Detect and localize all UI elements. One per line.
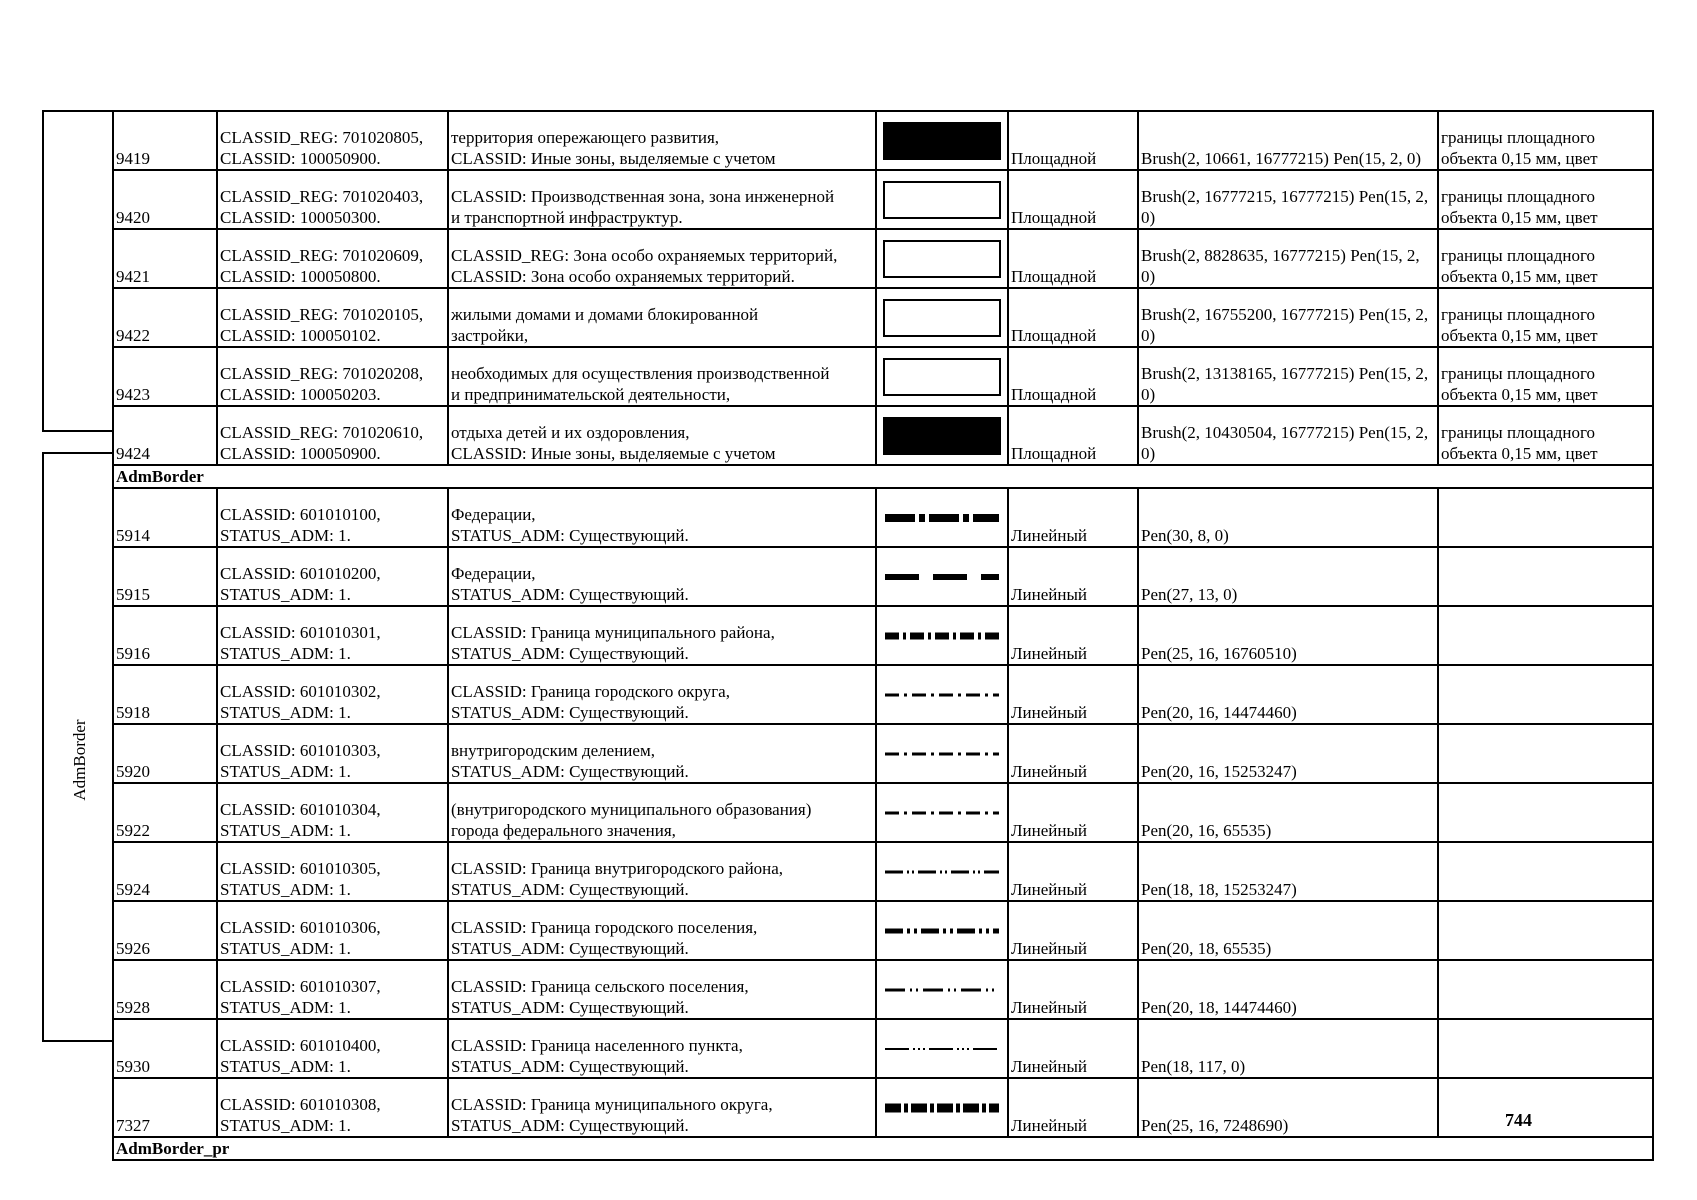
classid-line: CLASSID: 601010306,	[220, 918, 381, 937]
classid-cell	[217, 288, 448, 347]
table-row	[113, 1019, 1653, 1078]
classid-cell	[217, 170, 448, 229]
code-cell: 7327	[113, 1078, 217, 1137]
description-cell	[448, 606, 876, 665]
classid-line: CLASSID_REG: 701020105,	[220, 305, 424, 324]
classid-cell	[217, 783, 448, 842]
code-cell: 5915	[113, 547, 217, 606]
line-style-swatch	[883, 857, 1001, 887]
symbol-cell	[876, 783, 1008, 842]
description-line: CLASSID_REG: Зона особо охраняемых территорий,	[451, 246, 838, 265]
description-cell	[448, 1019, 876, 1078]
classid-line: STATUS_ADM: 1.	[220, 821, 351, 840]
description-line: CLASSID: Граница городского поселения,	[451, 918, 758, 937]
symbol-cell	[876, 288, 1008, 347]
note-cell: границы площадного объекта 0,15 мм, цвет	[1438, 288, 1653, 347]
table-row	[113, 606, 1653, 665]
style-params-cell: Pen(25, 16, 7248690)	[1138, 1078, 1438, 1137]
note-cell	[1438, 960, 1653, 1019]
code-cell: 5926	[113, 901, 217, 960]
classid-cell	[217, 347, 448, 406]
classid-line: CLASSID: 601010307,	[220, 977, 381, 996]
code-cell: 5920	[113, 724, 217, 783]
description-line: STATUS_ADM: Существующий.	[451, 1057, 689, 1076]
description-cell	[448, 1078, 876, 1137]
style-params-cell: Pen(20, 16, 14474460)	[1138, 665, 1438, 724]
classid-line: CLASSID: 601010302,	[220, 682, 381, 701]
description-line: территория опережающего развития,	[451, 128, 720, 147]
outline-area-swatch	[883, 181, 1001, 219]
geometry-type-cell: Площадной	[1008, 111, 1138, 170]
description-cell	[448, 488, 876, 547]
geometry-type-cell: Линейный	[1008, 1019, 1138, 1078]
classid-line: STATUS_ADM: 1.	[220, 585, 351, 604]
symbol-cell	[876, 960, 1008, 1019]
classid-cell	[217, 665, 448, 724]
symbol-cell	[876, 406, 1008, 465]
description-line: жилыми домами и домами блокированной	[451, 305, 759, 324]
description-cell	[448, 347, 876, 406]
classid-line: CLASSID: 100050203.	[220, 385, 381, 404]
classid-cell	[217, 960, 448, 1019]
style-params-cell: Pen(20, 16, 15253247)	[1138, 724, 1438, 783]
code-cell: 9423	[113, 347, 217, 406]
geometry-type-cell: Линейный	[1008, 606, 1138, 665]
table-row	[113, 347, 1653, 406]
classid-cell	[217, 488, 448, 547]
classid-line: CLASSID: 601010200,	[220, 564, 381, 583]
description-line: STATUS_ADM: Существующий.	[451, 644, 689, 663]
legend-table	[112, 110, 1654, 1161]
description-line: CLASSID: Граница муниципального района,	[451, 623, 775, 642]
style-params-cell: Pen(18, 117, 0)	[1138, 1019, 1438, 1078]
outline-area-swatch	[883, 240, 1001, 278]
description-line: CLASSID: Граница внутригородского района,	[451, 859, 784, 878]
classid-line: STATUS_ADM: 1.	[220, 762, 351, 781]
code-cell: 5922	[113, 783, 217, 842]
table-row	[113, 665, 1653, 724]
classid-line: CLASSID: 601010308,	[220, 1095, 381, 1114]
section-header: AdmBorder_pr	[113, 1137, 1653, 1160]
geometry-type-cell: Линейный	[1008, 783, 1138, 842]
classid-cell	[217, 606, 448, 665]
description-line: STATUS_ADM: Существующий.	[451, 998, 689, 1017]
classid-line: CLASSID: 601010400,	[220, 1036, 381, 1055]
description-cell	[448, 547, 876, 606]
description-line: STATUS_ADM: Существующий.	[451, 762, 689, 781]
classid-line: STATUS_ADM: 1.	[220, 526, 351, 545]
description-line: CLASSID: Граница муниципального округа,	[451, 1095, 773, 1114]
classid-cell	[217, 111, 448, 170]
note-cell: границы площадного объекта 0,15 мм, цвет	[1438, 347, 1653, 406]
description-cell	[448, 901, 876, 960]
style-params-cell: Brush(2, 16755200, 16777215) Pen(15, 2, 0)	[1138, 288, 1438, 347]
classid-cell	[217, 229, 448, 288]
description-cell	[448, 842, 876, 901]
symbol-cell	[876, 1078, 1008, 1137]
vertical-group-label	[60, 700, 100, 820]
description-line: CLASSID: Иные зоны, выделяемые с учетом	[451, 444, 776, 463]
note-cell	[1438, 783, 1653, 842]
table-row	[113, 724, 1653, 783]
symbol-cell	[876, 606, 1008, 665]
line-style-swatch	[883, 1093, 1001, 1123]
symbol-cell	[876, 724, 1008, 783]
classid-line: CLASSID: 601010305,	[220, 859, 381, 878]
note-cell: границы площадного объекта 0,15 мм, цвет	[1438, 406, 1653, 465]
code-cell: 9424	[113, 406, 217, 465]
note-cell	[1438, 606, 1653, 665]
description-line: CLASSID: Зона особо охраняемых территорий.	[451, 267, 795, 286]
symbol-cell	[876, 111, 1008, 170]
symbol-cell	[876, 665, 1008, 724]
description-cell	[448, 229, 876, 288]
code-cell: 5918	[113, 665, 217, 724]
classid-line: CLASSID_REG: 701020805,	[220, 128, 424, 147]
description-line: застройки,	[451, 326, 529, 345]
style-params-cell: Pen(30, 8, 0)	[1138, 488, 1438, 547]
note-cell	[1438, 724, 1653, 783]
description-line: CLASSID: Иные зоны, выделяемые с учетом	[451, 149, 776, 168]
line-style-swatch	[883, 916, 1001, 946]
classid-line: CLASSID_REG: 701020208,	[220, 364, 424, 383]
description-line: Федерации,	[451, 564, 536, 583]
classid-line: STATUS_ADM: 1.	[220, 703, 351, 722]
geometry-type-cell: Линейный	[1008, 842, 1138, 901]
style-params-cell: Brush(2, 16777215, 16777215) Pen(15, 2, 0)	[1138, 170, 1438, 229]
description-line: CLASSID: Граница сельского поселения,	[451, 977, 749, 996]
style-params-cell: Pen(20, 18, 65535)	[1138, 901, 1438, 960]
geometry-type-cell: Площадной	[1008, 229, 1138, 288]
style-params-cell: Pen(20, 16, 65535)	[1138, 783, 1438, 842]
table-row	[113, 111, 1653, 170]
description-cell	[448, 960, 876, 1019]
vertical-group-label-text: AdmBorder	[70, 719, 89, 801]
classid-line: CLASSID_REG: 701020403,	[220, 187, 424, 206]
classid-line: CLASSID: 601010303,	[220, 741, 381, 760]
geometry-type-cell: Линейный	[1008, 1078, 1138, 1137]
description-line: внутригородским делением,	[451, 741, 655, 760]
classid-line: STATUS_ADM: 1.	[220, 1057, 351, 1076]
line-style-swatch	[883, 562, 1001, 592]
classid-line: CLASSID: 100050800.	[220, 267, 381, 286]
style-params-cell: Brush(2, 8828635, 16777215) Pen(15, 2, 0)	[1138, 229, 1438, 288]
filled-area-swatch	[883, 122, 1001, 160]
description-line: и предпринимательской деятельности,	[451, 385, 731, 404]
note-cell	[1438, 488, 1653, 547]
line-style-swatch	[883, 975, 1001, 1005]
style-params-cell: Pen(27, 13, 0)	[1138, 547, 1438, 606]
description-cell	[448, 783, 876, 842]
line-style-swatch	[883, 1034, 1001, 1064]
code-cell: 5916	[113, 606, 217, 665]
style-params-cell: Brush(2, 10661, 16777215) Pen(15, 2, 0)	[1138, 111, 1438, 170]
note-cell	[1438, 901, 1653, 960]
classid-line: STATUS_ADM: 1.	[220, 939, 351, 958]
classid-line: CLASSID_REG: 701020609,	[220, 246, 424, 265]
description-line: CLASSID: Производственная зона, зона инженерной	[451, 187, 835, 206]
table-row	[113, 842, 1653, 901]
classid-line: STATUS_ADM: 1.	[220, 1116, 351, 1135]
description-line: (внутригородского муниципального образования)	[451, 800, 812, 819]
symbol-cell	[876, 547, 1008, 606]
classid-line: CLASSID: 601010100,	[220, 505, 381, 524]
description-line: необходимых для осуществления производственной	[451, 364, 830, 383]
line-style-swatch	[883, 739, 1001, 769]
description-line: Федерации,	[451, 505, 536, 524]
classid-cell	[217, 724, 448, 783]
symbol-cell	[876, 229, 1008, 288]
table-row	[113, 960, 1653, 1019]
classid-line: CLASSID: 601010304,	[220, 800, 381, 819]
note-cell	[1438, 1019, 1653, 1078]
description-cell	[448, 406, 876, 465]
classid-line: CLASSID: 100050900.	[220, 444, 381, 463]
symbol-cell	[876, 1019, 1008, 1078]
geometry-type-cell: Линейный	[1008, 665, 1138, 724]
line-style-swatch	[883, 798, 1001, 828]
geometry-type-cell: Линейный	[1008, 901, 1138, 960]
table-row	[113, 406, 1653, 465]
classid-cell	[217, 547, 448, 606]
symbol-cell	[876, 488, 1008, 547]
style-params-cell: Brush(2, 13138165, 16777215) Pen(15, 2, 0)	[1138, 347, 1438, 406]
code-cell: 5930	[113, 1019, 217, 1078]
description-line: CLASSID: Граница населенного пункта,	[451, 1036, 743, 1055]
description-line: STATUS_ADM: Существующий.	[451, 1116, 689, 1135]
symbol-cell	[876, 842, 1008, 901]
description-line: STATUS_ADM: Существующий.	[451, 880, 689, 899]
classid-line: CLASSID: 100050300.	[220, 208, 381, 227]
table-row	[113, 288, 1653, 347]
description-line: CLASSID: Граница городского округа,	[451, 682, 730, 701]
table-row	[113, 783, 1653, 842]
description-line: STATUS_ADM: Существующий.	[451, 939, 689, 958]
geometry-type-cell: Линейный	[1008, 547, 1138, 606]
style-params-cell: Pen(25, 16, 16760510)	[1138, 606, 1438, 665]
geometry-type-cell: Площадной	[1008, 288, 1138, 347]
description-cell	[448, 665, 876, 724]
line-style-swatch	[883, 621, 1001, 651]
table-row	[113, 547, 1653, 606]
geometry-type-cell: Линейный	[1008, 488, 1138, 547]
classid-cell	[217, 1019, 448, 1078]
classid-cell	[217, 901, 448, 960]
geometry-type-cell: Линейный	[1008, 724, 1138, 783]
classid-line: CLASSID_REG: 701020610,	[220, 423, 424, 442]
line-style-swatch	[883, 680, 1001, 710]
group-bracket-top	[42, 110, 114, 432]
code-cell: 9421	[113, 229, 217, 288]
description-cell	[448, 111, 876, 170]
description-line: и транспортной инфраструктур.	[451, 208, 683, 227]
description-line: отдыха детей и их оздоровления,	[451, 423, 690, 442]
geometry-type-cell: Площадной	[1008, 406, 1138, 465]
outline-area-swatch	[883, 299, 1001, 337]
geometry-type-cell: Площадной	[1008, 347, 1138, 406]
style-params-cell: Pen(18, 18, 15253247)	[1138, 842, 1438, 901]
code-cell: 5924	[113, 842, 217, 901]
classid-line: STATUS_ADM: 1.	[220, 880, 351, 899]
code-cell: 9420	[113, 170, 217, 229]
note-cell	[1438, 547, 1653, 606]
description-line: STATUS_ADM: Существующий.	[451, 703, 689, 722]
table-row	[113, 488, 1653, 547]
style-params-cell: Pen(20, 18, 14474460)	[1138, 960, 1438, 1019]
description-line: STATUS_ADM: Существующий.	[451, 526, 689, 545]
code-cell: 9419	[113, 111, 217, 170]
code-cell: 5928	[113, 960, 217, 1019]
classid-cell	[217, 842, 448, 901]
classid-line: CLASSID: 100050102.	[220, 326, 381, 345]
classid-line: CLASSID: 100050900.	[220, 149, 381, 168]
table-row	[113, 229, 1653, 288]
note-cell: границы площадного объекта 0,15 мм, цвет	[1438, 170, 1653, 229]
section-header: AdmBorder	[113, 465, 1653, 488]
classid-line: CLASSID: 601010301,	[220, 623, 381, 642]
section-header-row	[113, 1137, 1653, 1160]
outline-area-swatch	[883, 358, 1001, 396]
code-cell: 9422	[113, 288, 217, 347]
page-number: 744	[1505, 1110, 1532, 1130]
symbol-cell	[876, 901, 1008, 960]
description-line: города федерального значения,	[451, 821, 676, 840]
description-line: STATUS_ADM: Существующий.	[451, 585, 689, 604]
section-header-row	[113, 465, 1653, 488]
geometry-type-cell: Линейный	[1008, 960, 1138, 1019]
symbol-cell	[876, 170, 1008, 229]
classid-cell	[217, 1078, 448, 1137]
description-cell	[448, 724, 876, 783]
code-cell: 5914	[113, 488, 217, 547]
description-cell	[448, 288, 876, 347]
table-row	[113, 1078, 1653, 1137]
note-cell	[1438, 665, 1653, 724]
classid-line: STATUS_ADM: 1.	[220, 998, 351, 1017]
note-cell	[1438, 842, 1653, 901]
geometry-type-cell: Площадной	[1008, 170, 1138, 229]
note-cell: границы площадного объекта 0,15 мм, цвет	[1438, 111, 1653, 170]
table-row	[113, 901, 1653, 960]
note-cell	[1438, 1078, 1653, 1137]
note-cell: границы площадного объекта 0,15 мм, цвет	[1438, 229, 1653, 288]
line-style-swatch	[883, 503, 1001, 533]
description-cell	[448, 170, 876, 229]
filled-area-swatch	[883, 417, 1001, 455]
classid-line: STATUS_ADM: 1.	[220, 644, 351, 663]
classid-cell	[217, 406, 448, 465]
table-row	[113, 170, 1653, 229]
style-params-cell: Brush(2, 10430504, 16777215) Pen(15, 2, 0)	[1138, 406, 1438, 465]
symbol-cell	[876, 347, 1008, 406]
